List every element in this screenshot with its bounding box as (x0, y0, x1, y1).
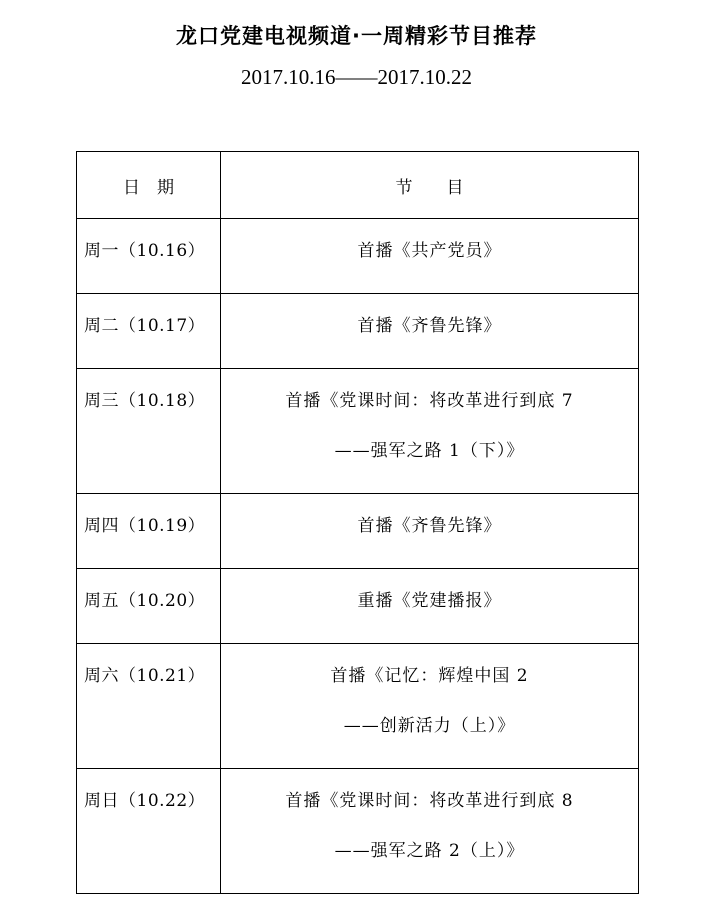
table-row (77, 219, 639, 294)
table-row (77, 294, 639, 369)
date-cell: 周一（10.16） (77, 219, 221, 294)
date-cell: 周四（10.19） (77, 494, 221, 569)
date-cell: 周五（10.20） (77, 569, 221, 644)
date-cell: 周六（10.21） (77, 644, 221, 769)
program-text: 重播《党建播报》 (357, 591, 502, 611)
date-column-header: 日 期 (77, 152, 221, 219)
date-cell: 周三（10.18） (77, 369, 221, 494)
program-text-continuation: ——强军之路 1（下）》 (334, 441, 525, 461)
program-cell (221, 644, 639, 769)
program-text-continuation: ——强军之路 2（上）》 (334, 841, 525, 861)
program-cell (221, 219, 639, 294)
program-text-continuation: ——创新活力（上）》 (343, 716, 516, 736)
program-text: 首播《党课时间：将改革进行到底 8 (285, 791, 574, 811)
table-row (77, 369, 639, 494)
table-row (77, 494, 639, 569)
program-cell (221, 494, 639, 569)
program-text: 首播《齐鲁先锋》 (357, 316, 502, 336)
table-header-row (77, 152, 639, 219)
table-row (77, 569, 639, 644)
table-row (77, 769, 639, 894)
program-cell (221, 569, 639, 644)
program-text: 首播《党课时间：将改革进行到底 7 (285, 391, 574, 411)
program-text: 首播《齐鲁先锋》 (357, 516, 502, 536)
program-text: 首播《记忆：辉煌中国 2 (330, 666, 529, 686)
program-cell (221, 369, 639, 494)
table-row (77, 644, 639, 769)
program-cell (221, 769, 639, 894)
date-cell: 周二（10.17） (77, 294, 221, 369)
date-range-subtitle: 2017.10.16——2017.10.22 (241, 65, 472, 89)
program-text: 首播《共产党员》 (357, 241, 502, 261)
document-title: 龙口党建电视频道·一周精彩节目推荐 (176, 24, 537, 48)
program-schedule-table (76, 151, 639, 894)
date-cell: 周日（10.22） (77, 769, 221, 894)
program-cell (221, 294, 639, 369)
program-column-header: 节 目 (221, 152, 639, 219)
